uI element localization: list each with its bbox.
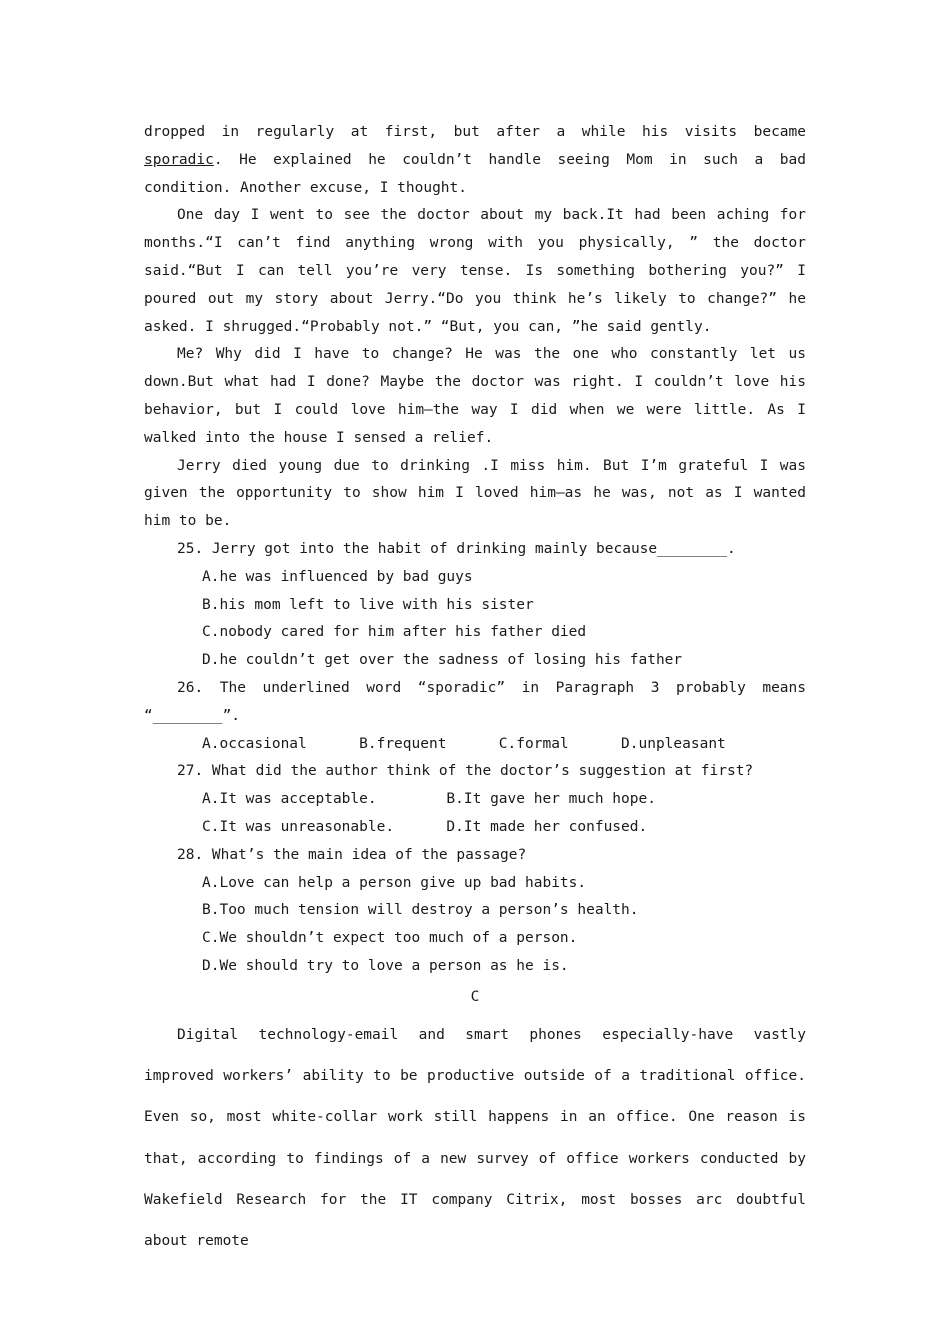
paragraph-continuation	[144, 119, 806, 202]
option-b: B.Too much tension will destroy a person’s health.	[202, 902, 639, 919]
passage-c	[144, 1015, 806, 1263]
text-after-underline: . He explained he couldn’t handle seeing Mom in such a bad condition. Another excuse, I thought.	[144, 151, 806, 196]
option-c: C.nobody cared for him after his father died	[202, 624, 587, 641]
question-stem: 25. Jerry got into the habit of drinking mainly because________.	[177, 540, 736, 557]
question-27	[144, 758, 806, 841]
options-row: A.occasional B.frequent C.formal D.unpleasant	[202, 735, 726, 752]
question-stem: 27. What did the author think of the doctor’s suggestion at first?	[177, 763, 754, 780]
paragraph-me: Me? Why did I have to change? He was the one who constantly let us down.But what had I done? Maybe the doctor was right. I couldn’t love his behavior, but I could love him—the way I did when we were little. As I walked into the house I sensed a relief.	[144, 346, 806, 446]
option-b: B.his mom left to live with his sister	[202, 596, 534, 613]
underlined-word: sporadic	[144, 151, 214, 168]
paragraph-jerry: Jerry died young due to drinking .I miss him. But I’m grateful I was given the opportunity to show him I loved him—as he was, not as I wanted him to be.	[144, 457, 806, 530]
text-before-underline: dropped in regularly at first, but after a while his visits became	[144, 124, 806, 140]
question-stem: 28. What’s the main idea of the passage?	[177, 846, 527, 863]
option-c: C.We shouldn’t expect too much of a person.	[202, 930, 578, 947]
option-a: A.Love can help a person give up bad habits.	[202, 874, 587, 891]
options-row-ab: A.It was acceptable. B.It gave her much hope.	[202, 791, 656, 808]
section-heading-c: C	[470, 988, 480, 1005]
option-d: D.he couldn’t get over the sadness of losing his father	[202, 652, 683, 669]
question-25	[144, 536, 806, 675]
option-a: A.he was influenced by bad guys	[202, 568, 473, 585]
question-stem: 26. The underlined word “sporadic” in Paragraph 3 probably means “________”.	[144, 679, 806, 724]
options-row-cd: C.It was unreasonable. D.It made her confused.	[202, 818, 648, 835]
page-content	[144, 119, 806, 1262]
option-d: D.We should try to love a person as he is.	[202, 957, 569, 974]
paragraph-digital: Digital technology-email and smart phones especially-have vastly improved workers’ ability to be productive outside of a traditional office. Even so, most white-collar work still happens in an office. One reason is that, according to findings of a new survey of office workers conducted by Wakefield Research for the IT company Citrix, most bosses arc doubtful about remote	[144, 1026, 806, 1250]
paragraph-doctor: One day I went to see the doctor about my back.It had been aching for months.“I can’t find anything wrong with you physically, ” the doctor said.“But I can tell you’re very tense. Is something bothering you?” I poured out my story about Jerry.“Do you think he’s likely to change?” he asked. I shrugged.“Probably not.” “But, you can, ”he said gently.	[144, 207, 806, 335]
question-26	[144, 675, 806, 758]
question-28	[144, 842, 806, 981]
